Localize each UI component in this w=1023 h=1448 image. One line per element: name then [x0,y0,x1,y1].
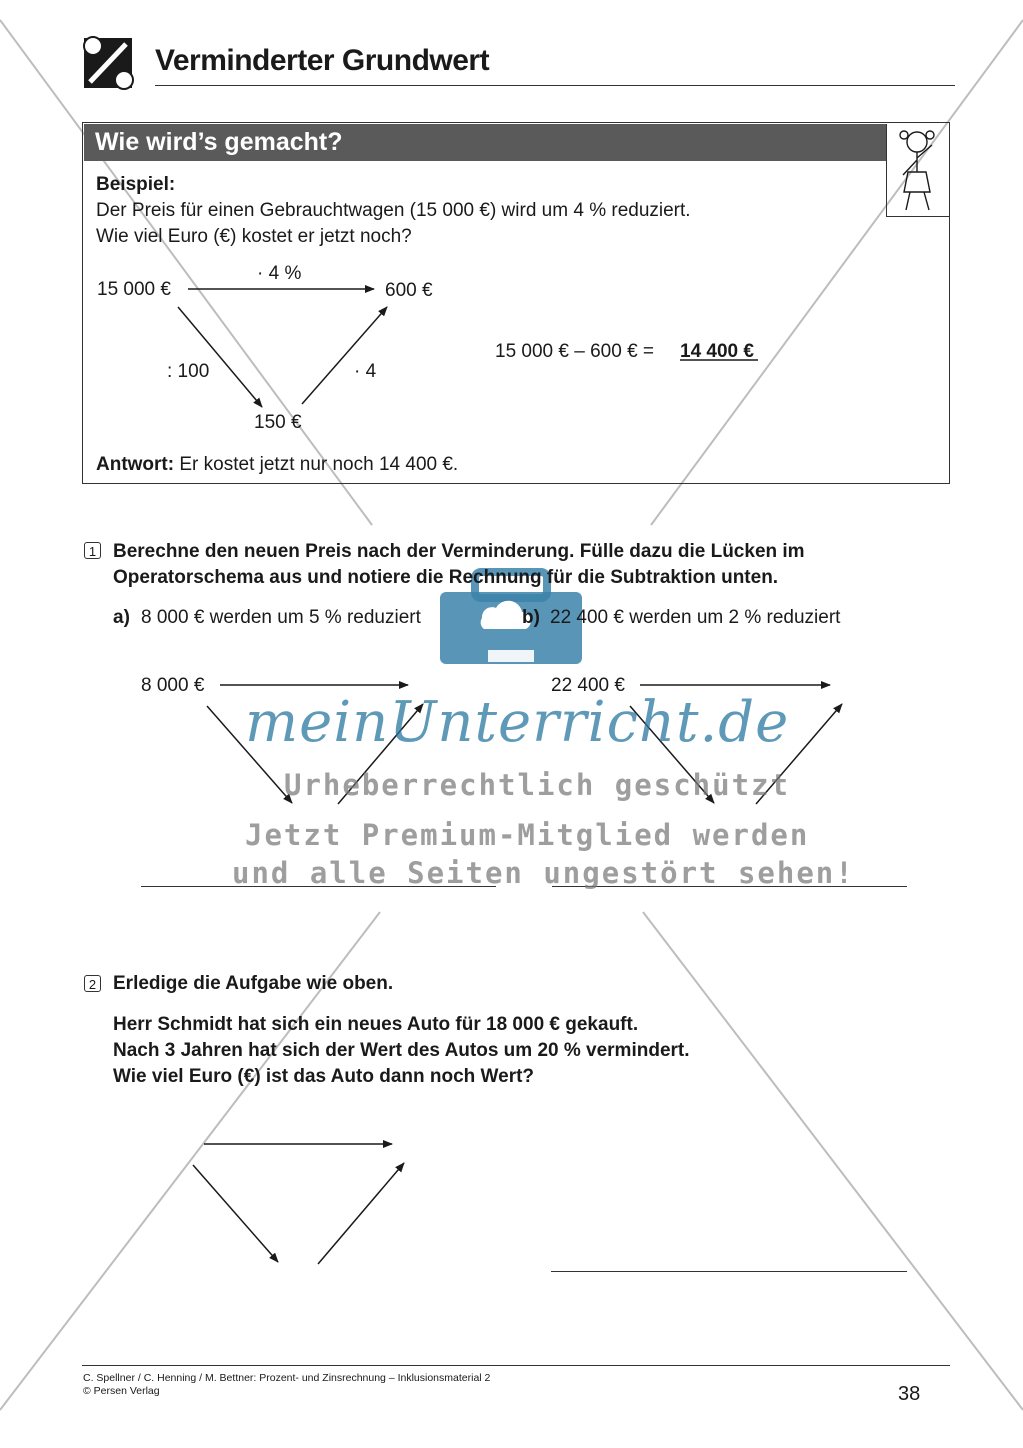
diagram-start-value: 15 000 € [97,279,171,300]
diagram-top-operator: · 4 % [257,263,302,284]
calculation-prefix: 15 000 € – 600 € = [495,341,655,362]
footer-rule [82,1365,950,1366]
calculation-result: 14 400 € [680,341,754,362]
task1b-label: b) [522,607,540,628]
watermark-line3: und alle Seiten ungestört sehen! [232,856,855,890]
example-box [82,122,950,484]
diagram-right-operator: · 4 [354,361,377,382]
answer-line [96,454,458,477]
task1a-text: 8 000 € werden um 5 % reduziert [141,607,421,628]
task1-instruction-line2: Operatorschema aus und notiere die Rechnung für die Subtraktion unten. [113,567,779,588]
task1b-start-value: 22 400 € [551,675,625,696]
diagram-end-value: 600 € [385,280,433,301]
answer-text: Er kostet jetzt nur noch 14 400 €. [179,454,459,475]
task2-arrows [193,1144,404,1264]
page-number: 38 [898,1383,921,1405]
task1-number: 1 [84,542,101,559]
diagram-bottom-value: 150 € [254,412,302,433]
example-heading: Wie wird’s gemacht? [95,128,343,156]
illustration-frame [886,124,949,217]
task2-text-line2: Nach 3 Jahren hat sich der Wert des Autos um 20 % vermindert. [113,1040,690,1061]
beispiel-label: Beispiel: [96,174,176,195]
footer-credit-line1: C. Spellner / C. Henning / M. Bettner: Prozent- und Zinsrechnung – Inklusionsmaterial 2 [83,1372,491,1384]
task1-instruction-line1: Berechne den neuen Preis nach der Verminderung. Fülle dazu die Lücken im [113,541,805,562]
diagram-left-operator: : 100 [167,361,210,382]
example-text-line2: Wie viel Euro (€) kostet er jetzt noch? [96,226,412,247]
watermark-line1: Urheberrechtlich geschützt [284,768,790,802]
watermark-brand: meinUnterricht.de [245,690,790,755]
footer-credit-line2: © Persen Verlag [83,1385,160,1397]
task1a-label: a) [113,607,130,628]
task2-answer-line[interactable] [551,1271,907,1272]
task1b-text: 22 400 € werden um 2 % reduziert [550,607,841,628]
answer-label: Antwort: [96,454,175,475]
task2-instruction: Erledige die Aufgabe wie oben. [113,973,394,994]
example-text-line1: Der Preis für einen Gebrauchtwagen (15 000 €) wird um 4 % reduziert. [96,200,691,221]
task2-number: 2 [84,975,101,992]
task1a-start-value: 8 000 € [141,675,205,696]
watermark-line2: Jetzt Premium-Mitglied werden [245,818,810,852]
page-title: Verminderter Grundwert [155,44,490,77]
task2-text-line3: Wie viel Euro (€) ist das Auto dann noch Wert? [113,1066,535,1087]
task2-text-line1: Herr Schmidt hat sich ein neues Auto für 18 000 € gekauft. [113,1014,639,1035]
title-rule [155,85,955,86]
percent-logo-icon [84,37,133,89]
